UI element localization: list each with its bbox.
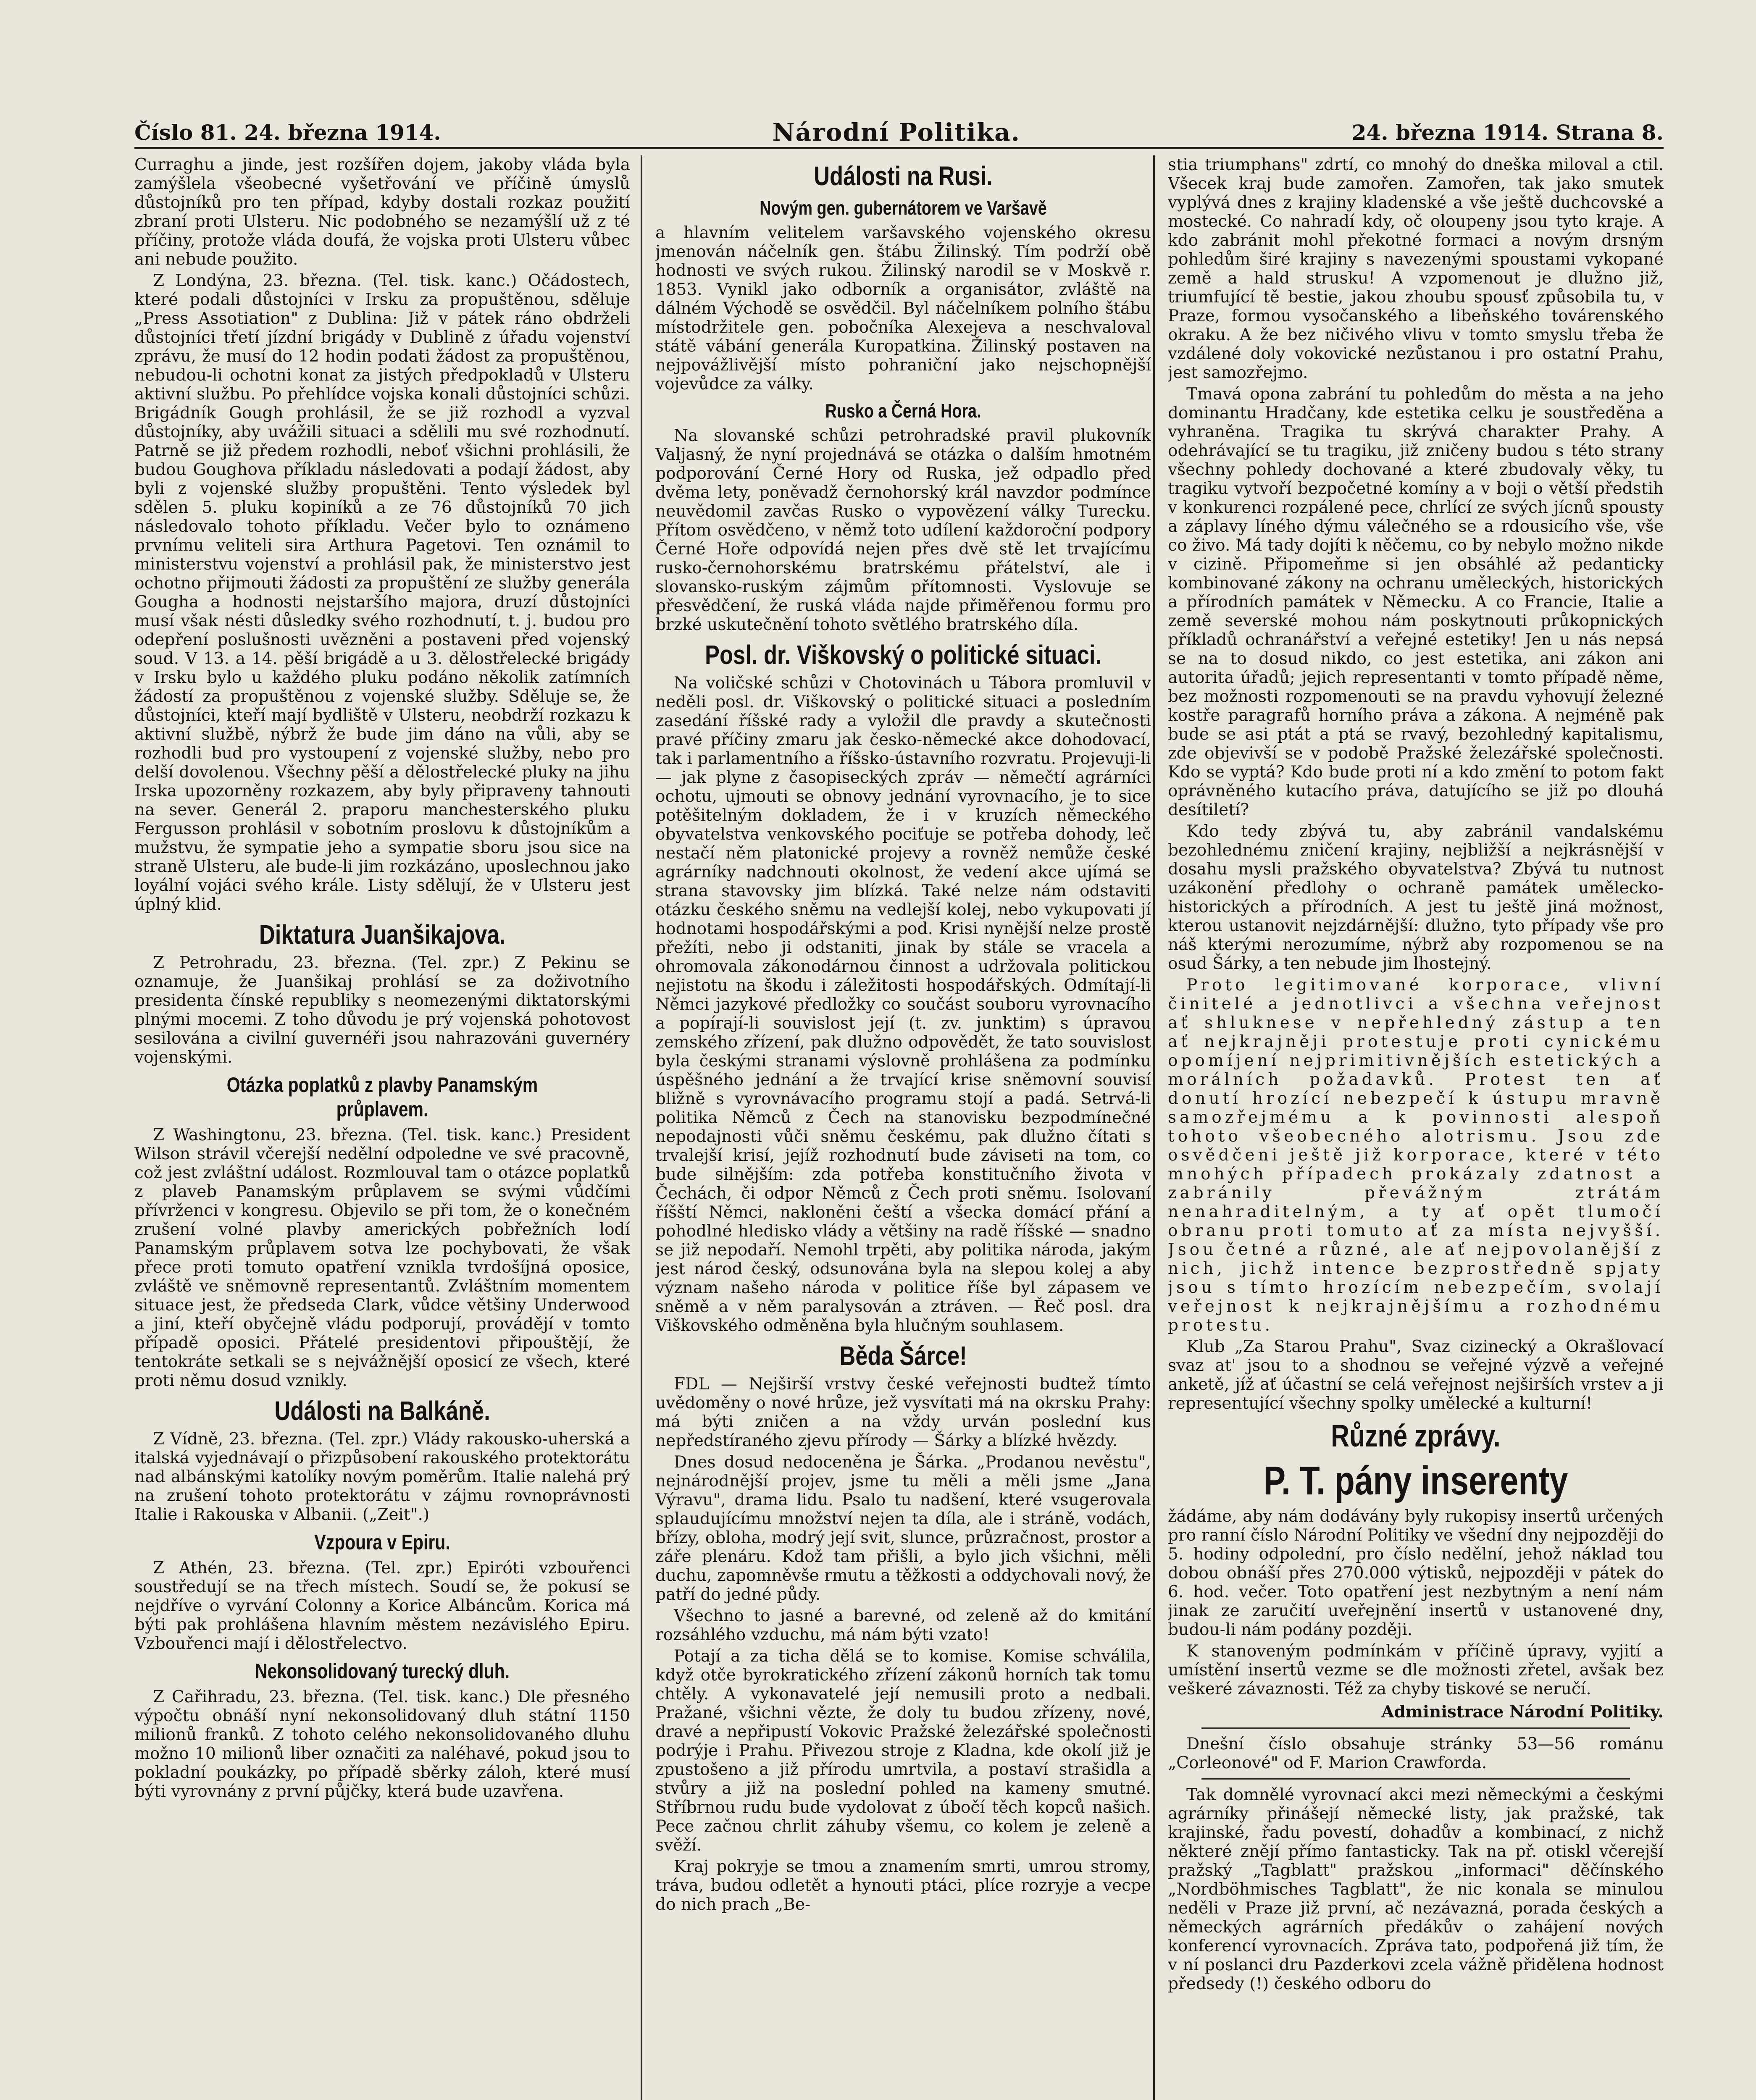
article-paragraph: Tak domnělé vyrovnací akci mezi německými a českými agrárníky přinášejí německé listy, jak pražské, tak krajinské, řadu povestí, dohadův a kombinací, z nichž některé znějí přímo fantasticky. Tak na př. otiskl včerejší pražský „Tagblatt" pražskou „informaci" děčínského „Nordböhmisches Tagblatt", že nic konala se minulou neděli v Praze již první, ač nezávazná, porada českých a německých agrárních předákův o zahájení nových konferencí vyrovnacích. Zpráva tato, podpořená již tím, že v ní poslanci dru Pazderkovi zcela vážně přidělena hodnost předsedy (!) českého odboru do — [1168, 1785, 1664, 1993]
administration-signature: Administrace Národní Politiky. — [1381, 1702, 1664, 1722]
headline-panama: Otázka poplatků z plavby Panamským průplavem. — [226, 1073, 538, 1121]
article-paragraph: Z Cařihradu, 23. března. (Tel. tisk. kanc.) Dle přesného výpočtu obnáší nyní nekonsolidovaný dluh státní 1150 milionů franků. Z tohoto celého nekonsolidovaného dluhu možno 10 milionů liber označiti za naléhavé, pokud jsou to pokladní poukázky, po případě sběrky záloh, které musí býti vyrovnány z první půjčky, která bude uzavřena. — [134, 1688, 630, 1801]
headline-viskovsky: Posl. dr. Viškovský o politické situaci. — [705, 640, 1102, 670]
article-paragraph: Potají a za ticha dělá se to komise. Komise schválila, když otče byrokratického zřízení zákonů horních tak tomu chtěly. A vykonavatelé její nemusili proto a nedbali. Pražané, všichni vězte, že doly tu budou zřízeny, nové, dravé a nepřipustí Vokovic Pražské železářské společnosti podrýje i Prahu. Přivezou stroje z Kladna, kde okolí již je zpustošeno a již přírodu umrtvila, a postaví strašidla a stvůry a již na poslední pohled na kameny smutné. Stříbrnou rudu bude vydolovat z úbočí těch kopců našich. Pece začnou chrlit záhuby všemu, co kolem je zeleně a svěží. — [655, 1647, 1151, 1855]
article-paragraph: Tmavá opona zabrání tu pohledům do města a na jeho dominantu Hradčany, kde estetika celku je soustředěna a vyhraněna. Tragika tu skrývá charakter Prahy. A odehrávající se tu tragiku, již zničeny budou s této strany všechny pohledy dochované a které zbudovaly věky, tu tragiku vytvoří bezpočetné komíny a v boji o větší předstih v konkurenci rozpálené pece, chrlící ze svých jícnů spousty a záplavy líného dýmu válečného se a rdousicího vše, vše co živo. Má tady dojíti k něčemu, co by nebylo možno nikde v cizině. Připomeňme si jen obsáhlé až pedanticky kombinované zákony na ochranu uměleckých, historických a přírodních památek v Německu. A co Francie, Italie a země severské mohou nám poskytnouti průkopnických příkladů ochranářství a veřejné estetiky! Jen u nás nepsá se na to dosud nikdo, co jest estetika, ani zákon ani autorita úřadů; jejich representanti v tomto případě něme, bez možnosti rozpomenouti se na pravdu vyhovují železné kostře paragrafů horního práva a zákona. A nejméně pak bude se asi ptát a ptá se rvavý, bezohledný kapitalismu, zde objevivší se v podobě Pražské železářské společnosti. Kdo se vyptá? Kdo bude proti ní a kdo změní to potom fakt oprávněného kutacího práva, datujícího se již po dlouhá desítiletí? — [1168, 385, 1664, 819]
article-paragraph: Z Vídně, 23. března. (Tel. zpr.) Vlády rakousko-uherská a italská vyjednávají o přizpůsobení rakouského protektorátu nad albánskými katolíky novým poměrům. Italie nalehá prý na zrušení tohoto protektorátu v zájmu rovnoprávnosti Italie i Rakouska v Albanii. („Zeit".) — [134, 1430, 630, 1524]
section-divider — [1201, 1778, 1630, 1780]
article-paragraph: Z Petrohradu, 23. března. (Tel. zpr.) Z Pekinu se oznamuje, že Juanšikaj prohlásí se za doživotního presidenta čínské republiky s neomezenými diktatorskými plnými mocemi. Z toho důvodu je prý vojenská pohotovost sesilována a civilní guvernéři jsou nahrazováni guvernéry vojenskými. — [134, 953, 630, 1067]
article-paragraph: Klub „Za Starou Prahu", Svaz cizinecký a Okrašlovací svaz at' jsou to a shodnou se veřejné výzvě a veřejné anketě, jíž ať účastní se celá veřejnost nejširších vrstev a ji representující všechny spolky umělecké a kulturní! — [1168, 1337, 1664, 1413]
article-paragraph: Kraj pokryje se tmou a znamením smrti, umrou stromy, tráva, budou odletět a hynouti ptáci, plíce rozryje a vecpe do nich prach „Be- — [655, 1857, 1151, 1914]
article-paragraph: Z Washingtonu, 23. března. (Tel. tisk. kanc.) President Wilson strávil včerejší nedělní odpoledne ve své pracovně, což jest zvláštní událost. Rozmlouval tam o otázce poplatků z plaveb Panamským průplavem se svými vůdčími přívrženci v kongresu. Objevilo se při tom, že o konečném zrušení volné plavby amerických pobřežních lodí Panamským průplavem sotva lze pochybovati, že však přece proti tomuto opatření vznikla tvrdošíjná oposice, zvláště ve sněmovně representantů. Zvláštním momentem situace jest, že předseda Clark, vůdce většiny Underwood a jiní, kteří obyčejně vládu podporují, provádějí v tomto případě oposici. Přátelé presidentovi připouštějí, že tentokráte setkali se s nejvážnější oposicí ze všech, které proti němu dosud vznikly. — [134, 1126, 630, 1390]
article-paragraph: Z Athén, 23. března. (Tel. zpr.) Epiróti vzbouřenci soustředují se na třech místech. Soudí se, že pokusí se nejdříve o vyrvání Colonny a Korice Albáncům. Korica má býti pak prohlášena hlavním městem nezávislého Epiru. Vzbouřenci mají i dělostřelectvo. — [134, 1559, 630, 1653]
article-paragraph: stia triumphans" zdrtí, co mnohý do dneška miloval a ctil. Všecek kraj bude zamořen. Zamořen, tak jako smutek vyplývá dnes z krajiny kladenské a vše ještě duchcovské a mostecké. Co nahradí kdy, oč oloupeny jsou tyto kraje. A kdo zabránit mohl překotné formaci a novým drsným pohledům širé krajiny s navezenými spoustami vykopané země a hald strusku! A vzpomenout je dlužno již, triumfující tě bestie, jakou zhoubu spousť způsobila tu, v Praze, formou vysočanského a libeňského továrenského okraku. A že bez ničivého vlivu v tomto smyslu třeba že vzdálené doly vokovické nezůstanou i pro ostatní Prahu, jest samozřejmo. — [1168, 155, 1664, 382]
article-paragraph: Z Londýna, 23. března. (Tel. tisk. kanc.) Očádostech, které podali důstojníci v Irsku za propuštěnou, sděluje „Press Assotiation" z Dublina: Již v pátek ráno obdrželi důstojníci třetí jízdní brigády v Dublině z úřadu vojenství zprávu, že musí do 12 hodin podati žádost za propuštěnou, nebudou-li ochotni konat za jistých předpokladů v Ulsteru aktivní službu. Po přehlídce vojska konali důstojníci schůzi. Brigádník Gough prohlásil, že se již rozhodl a vyzval důstojníky, aby uvážili situaci a sdělili mu své rozhodnutí. Patrně se již předem rozhodli, neboť všichni prohlásili, že budou Goughova příkladu následovati a podají žádost, aby byli z vojenské služby propuštěni. Tento výsledek byl sdělen 5. pluku kopiníků a ze 76 důstojníků 70 jich následovalo tohoto příkladu. Večer bylo to oznámeno prvnímu veliteli sira Arthura Pagetovi. Ten oznámil to ministerstvu vojenství a prohlásil pak, že ministerstvo jest ochotno přijmouti žádosti za propuštění ze služby generála Gougha a hodnosti nejstaršího majora, druzí důstojníci musí však nésti důsledky svého rozhodnutí, t. j. budou pro odepření poslušnosti uvězněni a postaveni před vojenský soud. V 13. a 14. pěší brigádě a u 3. dělostřelecké brigády v Irsku bylo u každého pluku podáno několik zatímních žádostí za propuštěnou z vojenské služby. Sděluje se, že důstojníci, kteří mají bydliště v Ulsteru, neobdrží rozkazu k aktivní službě, nýbrž že bude jim dáno na vůli, aby se rozhodli bud pro vystoupení z vojenské služby, nebo pro delší dovolenou. Všechny pěší a dělostřelecké pluky na jihu Irska upozorněny rozkazem, aby byly připraveny tahnouti na sever. Generál 2. praporu manchesterského pluku Fergusson prohlásil v sobotním proslovu k důstojníkům a mužstvu, že sympatie jeho a sympatie sboru jsou sice na straně Ulsteru, ale bude-li jim rozkázáno, uposlechnou jako loyální vojáci svého krále. Listy sdělují, že v Ulsteru jest úplný klid. — [134, 271, 630, 914]
article-paragraph: Kdo tedy zbývá tu, aby zabránil vandalskému bezohlednému zničení krajiny, nejbližší a nejkrásnější v dosahu mysli pražského obyvatelstva? Zbývá tu nutnost uzákonění předlohy o ochraně památek umělecko-historických a přírodních. A jest tu ještě jiná možnost, kterou ustanovit nejzdárnější: dlužno, tyto případy vše pro náš kterými nerozumíme, nýbrž aby rozpomenou se na osud Šárky, a ten nebude jim lhostejný. — [1168, 822, 1664, 973]
headline-beda-sarce: Běda Šárce! — [839, 1341, 967, 1371]
article-paragraph: Na slovanské schůzi petrohradské pravil plukovník Valjasný, že nyní projednává se otázka o dalším hmotném podporování Černé Hory od Ruska, jež odpadlo před dvěma lety, poněvadž černohorský král navzdor podmínce neuvědomil zavčas Rusko o vypovězení války Turecku. Přítom osvědčeno, v němž toto udílení každoroční podpory Černé Hoře odpovídá nejen přes dvě stě let trvajícímu rusko-černohorskému bratrskému přátelství, ale i slovansko-ruským zájmům přítomnosti. Vyslovuje se přesvědčení, že ruská vláda najde přiměřenou formu pro brzké uskutečnění tohoto světlého bratrského díla. — [655, 426, 1151, 634]
headline-epir: Vzpoura v Epiru. — [314, 1530, 450, 1554]
article-paragraph: Proto legitimované korporace, vlivní činitelé a jednotlivci a všechna veřejnost ať shluknese v nepřehledný zástup a ten ať nejkrajněji protestuje proti cynickému opomíjení nejprimitivnějších estetických a morálních požadavků. Protest ten ať donutí hrozící nebezpečí k ústupu mravně samozřejmému a k povinnosti alespoň tohoto všeobecného alotrismu. Jsou zde osvědčeni ještě již korporace, které v této mnohých případech prokázaly zdatnost a zabránily převážným ztrátám nenahraditelným, a ty ať opět tlumočí obranu proti tomuto ať za místa nejvyšší. Jsou četné a různé, ale ať nejpovolanější z nich, jichž intence bezprostředně spjaty jsou s tímto hrozícím nebezpečím, svolají veřejnost k nejkrajnějšímu a rozhodnému protestu. — [1168, 976, 1664, 1335]
headline-inserenty: P. T. pány inserenty — [1263, 1458, 1568, 1503]
article-paragraph: Dnes dosud nedoceněna je Šárka. „Prodanou nevěstu", nejnárodnější projev, jsme tu měli a měli jsme „Jana Výravu", drama lidu. Psalo tu nadšení, které vsugerovala splaudujícímu množství nejen ta díla, ale i stráně, vodách, břízy, obloha, modrý její svit, slunce, průzračnost, prostor a záře plenáru. Kdož tam přišli, a bylo jich všichni, měli duchu, zapomněvše rmutu a těžkosti a oddychovali nový, že patří do jedné půdy. — [655, 1453, 1151, 1604]
headline-diktatura: Diktatura Juanšikajova. — [259, 919, 506, 950]
headline-ruzne-zpravy: Různé zprávy. — [1331, 1418, 1501, 1453]
article-paragraph: Curraghu a jinde, jest rozšířen dojem, jakoby vláda byla zamýšlela všeobecné vyšetřování ve příčině úmyslů důstojníků pro ten případ, kdyby dostali rozkaz použití zbraní proti Ulsteru. Nic podobného se nezamýšlí už z té příčiny, protože vláda doufá, že vojska proti Ulsteru vůbec ani nebude použito. — [134, 155, 630, 269]
page-header — [134, 118, 1664, 149]
masthead-title: Národní Politika. — [772, 118, 1020, 147]
article-paragraph: Dnešní číslo obsahuje stránky 53—56 románu „Corleonové" od F. Marion Crawforda. — [1168, 1735, 1664, 1772]
issue-number: Číslo 81. 24. března 1914. — [134, 120, 441, 145]
column-rule — [1153, 155, 1155, 2100]
article-paragraph: Na voličské schůzi v Chotovinách u Tábora promluvil v neděli posl. dr. Viškovský o politické situaci a posledním zasedání říšské rady a vyložil dle pravdy a skutečnosti pravé příčiny zmaru jak česko-německé akce dohodovací, tak i parlamentního a říšsko-ústavního rozvratu. Projevuji-li — jak plyne z časopiseckých zpráv — němečtí agrárníci ochotu, ujmouti se obnovy jednání vyrovnacího, je to sice potěšitelným dokladem, že i v kruzích německého obyvatelstva venkovského pociťuje se potřeba dohody, leč nestačí něm platonické projevy a rovněž nemůže české agrárníky nadchnouti okolnost, že vedení akce ujímá se strana stavovsky jim blízká. Také nelze nám odstaviti otázku českého sněmu na vedlejší kolej, nebo vykupovati jí hodnotami hospodářskými a pod. Krisi nynější nelze prostě přežíti, nebo ji odstaniti, jinak by stále se vracela a ohromovala zákonodárnou činnost a udržovala politickou nejistotu na škodu i záležitosti hospodářských. Odmítají-li Němci jazykové předložky co součást souboru vyrovnacího a popírají-li souvislost její (t. zv. junktim) s úpravou zemského zřízení, pak dlužno odpovědět, že tato souvislost byla českými stranami výslovně prohlášena za podmínku úspěšného jednání a že trvající krise sněmovní souvisí bližně s vyrovnávacího programu stojí a padá. Setrvá-li politika Němců z Čech na stanovisku bezpodmínečné nepodajnosti vůči sněmu českému, pak dlužno čítati s trvalejší krisí, jejíž rozhodnutí bude záviseti na tom, co bude silnějším: zda potřeba konstitučního života v Čechách, či odpor Němců z Čech proti sněmu. Isolovaní říšští Němci, nakloněni čeští a všecka domácí přání a pohodlné hledisko vlády a většiny na radě říšské — snadno se již nepodaří. Nemohl trpěti, aby politika národa, jakým jest národ český, odsunována byla na slepou kolej a aby význam našeho národa v politice říše byl zápasem ve sněmě a v něm paralysován a ztráven. — Řeč posl. dra Viškovského odměněna byla hlučným souhlasem. — [655, 674, 1151, 1335]
article-paragraph: FDL — Nejširší vrstvy české veřejnosti budtež tímto uvědoměny o nové hrůze, jež vysvítati má na okrsku Prahy: má býti zničen a na vždy urván poslední kus nepředstíraného zjevu přírody — Šárky a blízké hvězdy. — [655, 1375, 1151, 1450]
article-paragraph: a hlavním velitelem varšavského vojenského okresu jmenován náčelník gen. štábu Žilinský. Tím podrží obě hodnosti ve svých rukou. Žilinský narodil se v Moskvě r. 1853. Vynikl jako odborník a organisátor, zvláště na dálném Východě se osvědčil. Byl náčelníkem polního štábu místodržitele gen. pobočníka Alexejeva a neschvaloval státě vábání generála Kuropatkina. Žilinský postaven na nejpovážlivější místo pohraniční jako nejschopnější vojevůdce za války. — [655, 223, 1151, 394]
section-divider — [1201, 1727, 1630, 1729]
article-paragraph: K stanoveným podmínkám v příčině úpravy, vyjití a umístění insertů vezme se dle možnosti zřetel, avšak bez veškeré závaznosti. Též za chyby tiskové se neručí. — [1168, 1642, 1664, 1698]
column-1 — [134, 155, 630, 2100]
headline-turkish-debt: Nekonsolidovaný turecký dluh. — [255, 1659, 510, 1683]
headline-rus: Události na Rusi. — [814, 161, 993, 191]
subheadline-varsava: Novým gen. gubernátorem ve Varšavě — [760, 197, 1047, 219]
article-paragraph: žádáme, aby nám dodávány byly rukopisy insertů určených pro ranní číslo Národní Politiky ve všední dny nejpozději do 5. hodiny odpolední, pro číslo nedělní, jehož náklad tou dobou obnáší přes 270.000 výtisků, nejpozději v pátek do 6. hod. večer. Toto opatření jest nezbytným a není nám jinak ze zaručití uveřejnění insertů v ustanovené dny, budou-li nám podány později. — [1168, 1507, 1664, 1639]
page-number: 24. března 1914. Strana 8. — [1351, 120, 1664, 145]
column-rule — [641, 155, 642, 2100]
subheadline-rusko-cerna-hora: Rusko a Černá Hora. — [825, 400, 981, 422]
column-3 — [1168, 155, 1664, 2100]
article-paragraph: Všechno to jasné a barevné, od zeleně až do kmitání rozsáhlého vzduchu, má nám býti vzato! — [655, 1606, 1151, 1644]
headline-balkan: Události na Balkáně. — [274, 1396, 490, 1426]
column-2 — [655, 155, 1151, 2100]
